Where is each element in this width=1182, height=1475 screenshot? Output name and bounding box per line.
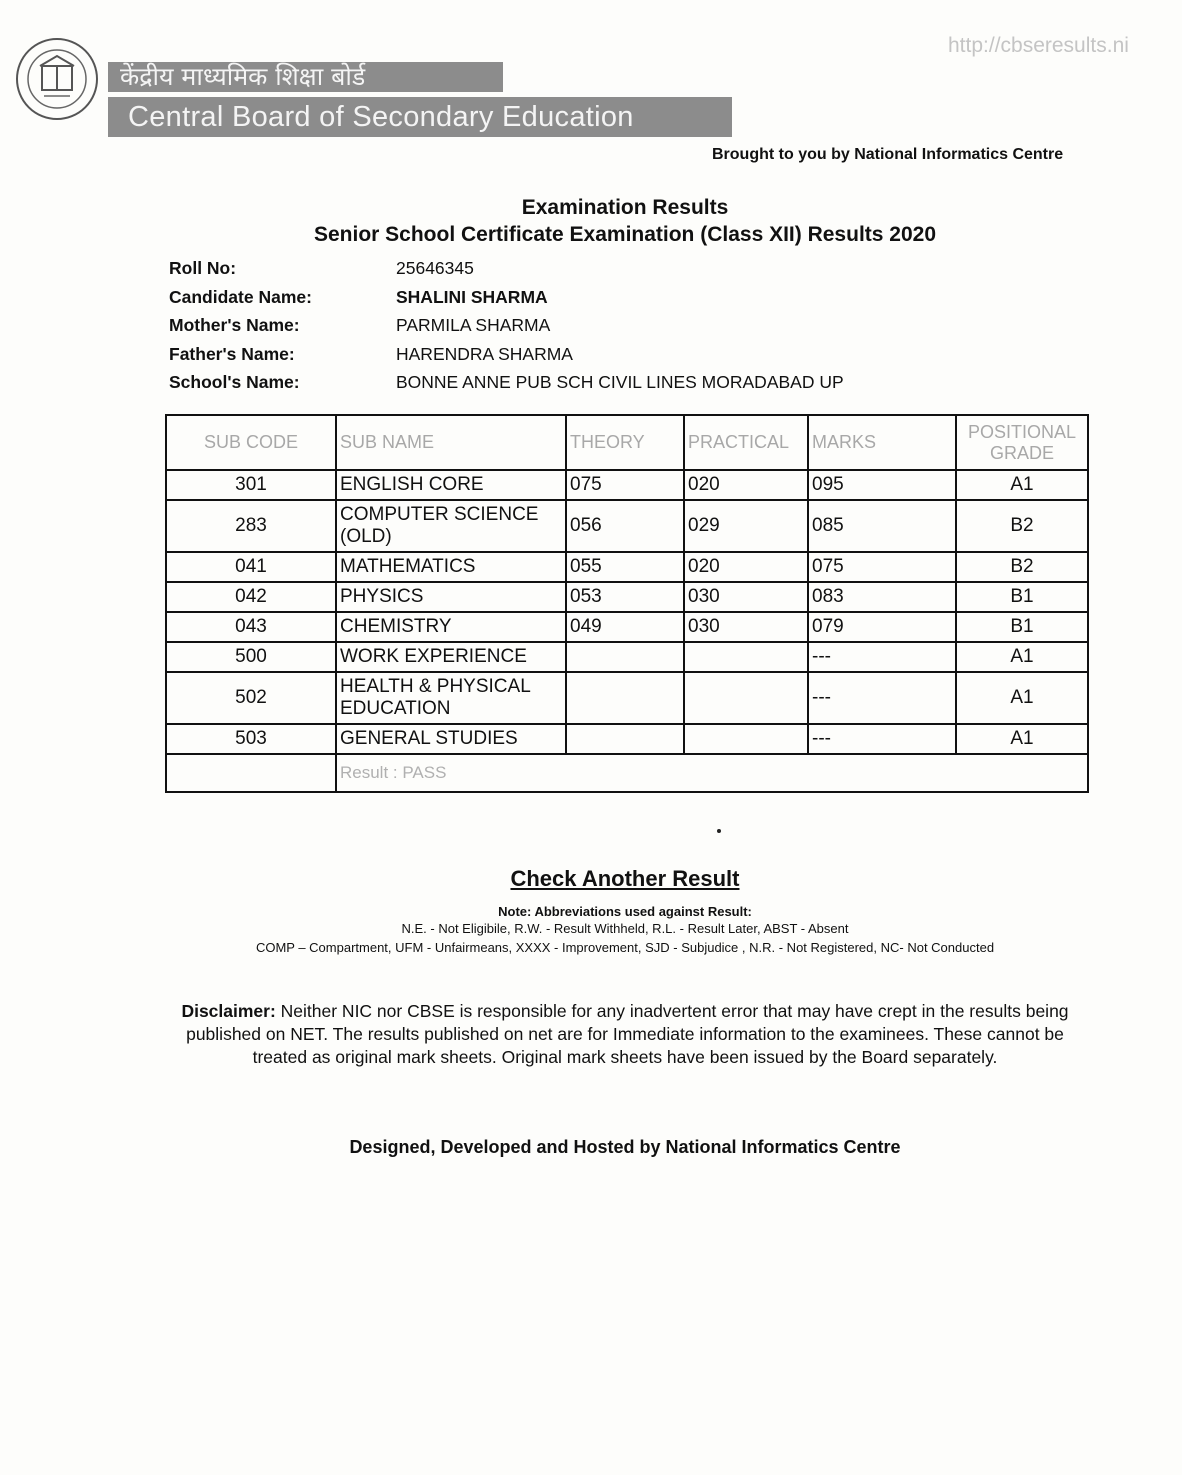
theory-cell <box>566 672 684 724</box>
grade-cell: B2 <box>956 552 1088 582</box>
sub-name-cell: COMPUTER SCIENCE (OLD) <box>336 500 566 552</box>
marks-cell: --- <box>808 672 956 724</box>
candidate-info-value: 25646345 <box>396 258 474 278</box>
board-name-english: Central Board of Secondary Education <box>108 97 732 137</box>
header-marks: MARKS <box>808 415 956 470</box>
candidate-info-label: School's Name: <box>169 372 300 392</box>
marks-cell: --- <box>808 724 956 754</box>
stray-dot <box>717 829 721 833</box>
candidate-info-label: Roll No: <box>169 258 237 278</box>
grade-cell: B2 <box>956 500 1088 552</box>
brought-by-text: Brought to you by National Informatics Centre <box>712 146 1064 163</box>
theory-cell: 075 <box>566 470 684 500</box>
sub-name-cell: GENERAL STUDIES <box>336 724 566 754</box>
marks-cell: 075 <box>808 552 956 582</box>
table-row <box>166 552 1088 582</box>
theory-cell: 049 <box>566 612 684 642</box>
candidate-info-value: PARMILA SHARMA <box>396 315 551 335</box>
table-row <box>166 724 1088 754</box>
sub-name-cell: MATHEMATICS <box>336 552 566 582</box>
grade-cell: A1 <box>956 724 1088 754</box>
sub-name-cell: PHYSICS <box>336 582 566 612</box>
table-row <box>166 500 1088 552</box>
page-subtitle: Senior School Certificate Examination (Class XII) Results 2020 <box>313 223 937 246</box>
sub-code-cell: 041 <box>166 552 336 582</box>
disclaimer-label: Disclaimer: <box>181 1001 276 1021</box>
header-sub-code: SUB CODE <box>166 415 336 470</box>
practical-cell: 030 <box>684 582 808 612</box>
disclaimer-text: Neither NIC nor CBSE is responsible for any inadvertent error that may have crept in the results being published on NET. The results published on net are for Immediate information to the examinees. These cannot be treated as original mark sheets. Original mark sheets have been issued by the Board separately. <box>186 1001 1069 1067</box>
sub-name-cell: CHEMISTRY <box>336 612 566 642</box>
result-status: Result : PASS <box>336 754 1088 792</box>
marks-cell: 085 <box>808 500 956 552</box>
grade-cell: A1 <box>956 642 1088 672</box>
sub-code-cell: 042 <box>166 582 336 612</box>
candidate-info-label: Candidate Name: <box>169 286 312 307</box>
theory-cell: 053 <box>566 582 684 612</box>
grade-cell: B1 <box>956 582 1088 612</box>
sub-code-cell: 503 <box>166 724 336 754</box>
marks-cell: 079 <box>808 612 956 642</box>
result-empty-cell <box>166 754 336 792</box>
table-row <box>166 582 1088 612</box>
table-row <box>166 470 1088 500</box>
results-body <box>166 470 1088 754</box>
abbreviation-note-title: Note: Abbreviations used against Result: <box>498 904 752 919</box>
theory-cell: 055 <box>566 552 684 582</box>
table-row <box>166 642 1088 672</box>
practical-cell <box>684 672 808 724</box>
practical-cell: 030 <box>684 612 808 642</box>
abbreviation-note-line-2: COMP – Compartment, UFM - Unfairmeans, XXXX - Improvement, SJD - Subjudice , N.R. - Not Registered, NC- Not Conducted <box>255 940 995 955</box>
theory-cell <box>566 642 684 672</box>
sub-code-cell: 301 <box>166 470 336 500</box>
site-url: http://cbseresults.ni <box>948 34 1129 57</box>
practical-cell: 029 <box>684 500 808 552</box>
sub-code-cell: 283 <box>166 500 336 552</box>
table-row <box>166 612 1088 642</box>
designed-by-text: Designed, Developed and Hosted by National Informatics Centre <box>349 1137 901 1157</box>
header-practical: PRACTICAL <box>684 415 808 470</box>
candidate-info-value: HARENDRA SHARMA <box>396 343 573 364</box>
candidate-info-value: BONNE ANNE PUB SCH CIVIL LINES MORADABAD UP <box>396 372 844 392</box>
practical-cell: 020 <box>684 470 808 500</box>
grade-cell: A1 <box>956 672 1088 724</box>
practical-cell: 020 <box>684 552 808 582</box>
grade-cell: A1 <box>956 470 1088 500</box>
candidate-info-label: Father's Name: <box>169 343 295 364</box>
theory-cell: 056 <box>566 500 684 552</box>
sub-name-cell: WORK EXPERIENCE <box>336 642 566 672</box>
candidate-info-value: SHALINI SHARMA <box>396 286 548 307</box>
header-positional-grade: POSITIONAL GRADE <box>956 415 1088 470</box>
sub-code-cell: 043 <box>166 612 336 642</box>
marks-cell: 083 <box>808 582 956 612</box>
practical-cell <box>684 724 808 754</box>
practical-cell <box>684 642 808 672</box>
marks-cell: --- <box>808 642 956 672</box>
candidate-info-label: Mother's Name: <box>169 315 300 335</box>
grade-cell: B1 <box>956 612 1088 642</box>
abbreviation-note-line-1: N.E. - Not Eligibile, R.W. - Result Withheld, R.L. - Result Later, ABST - Absent <box>401 921 849 936</box>
check-another-result-link[interactable]: Check Another Result <box>510 866 740 891</box>
theory-cell <box>566 724 684 754</box>
sub-name-cell: HEALTH & PHYSICAL EDUCATION <box>336 672 566 724</box>
header-theory: THEORY <box>566 415 684 470</box>
marks-cell: 095 <box>808 470 956 500</box>
sub-code-cell: 500 <box>166 642 336 672</box>
header-sub-name: SUB NAME <box>336 415 566 470</box>
sub-code-cell: 502 <box>166 672 336 724</box>
cbse-seal-logo <box>14 36 100 122</box>
disclaimer <box>160 1000 1090 1069</box>
table-header-row <box>166 415 1088 470</box>
result-row <box>166 754 1088 792</box>
board-name-hindi: केंद्रीय माध्यमिक शिक्षा बोर्ड <box>108 62 503 92</box>
page-title: Examination Results <box>521 196 729 219</box>
results-table <box>165 414 1089 793</box>
table-row <box>166 672 1088 724</box>
sub-name-cell: ENGLISH CORE <box>336 470 566 500</box>
